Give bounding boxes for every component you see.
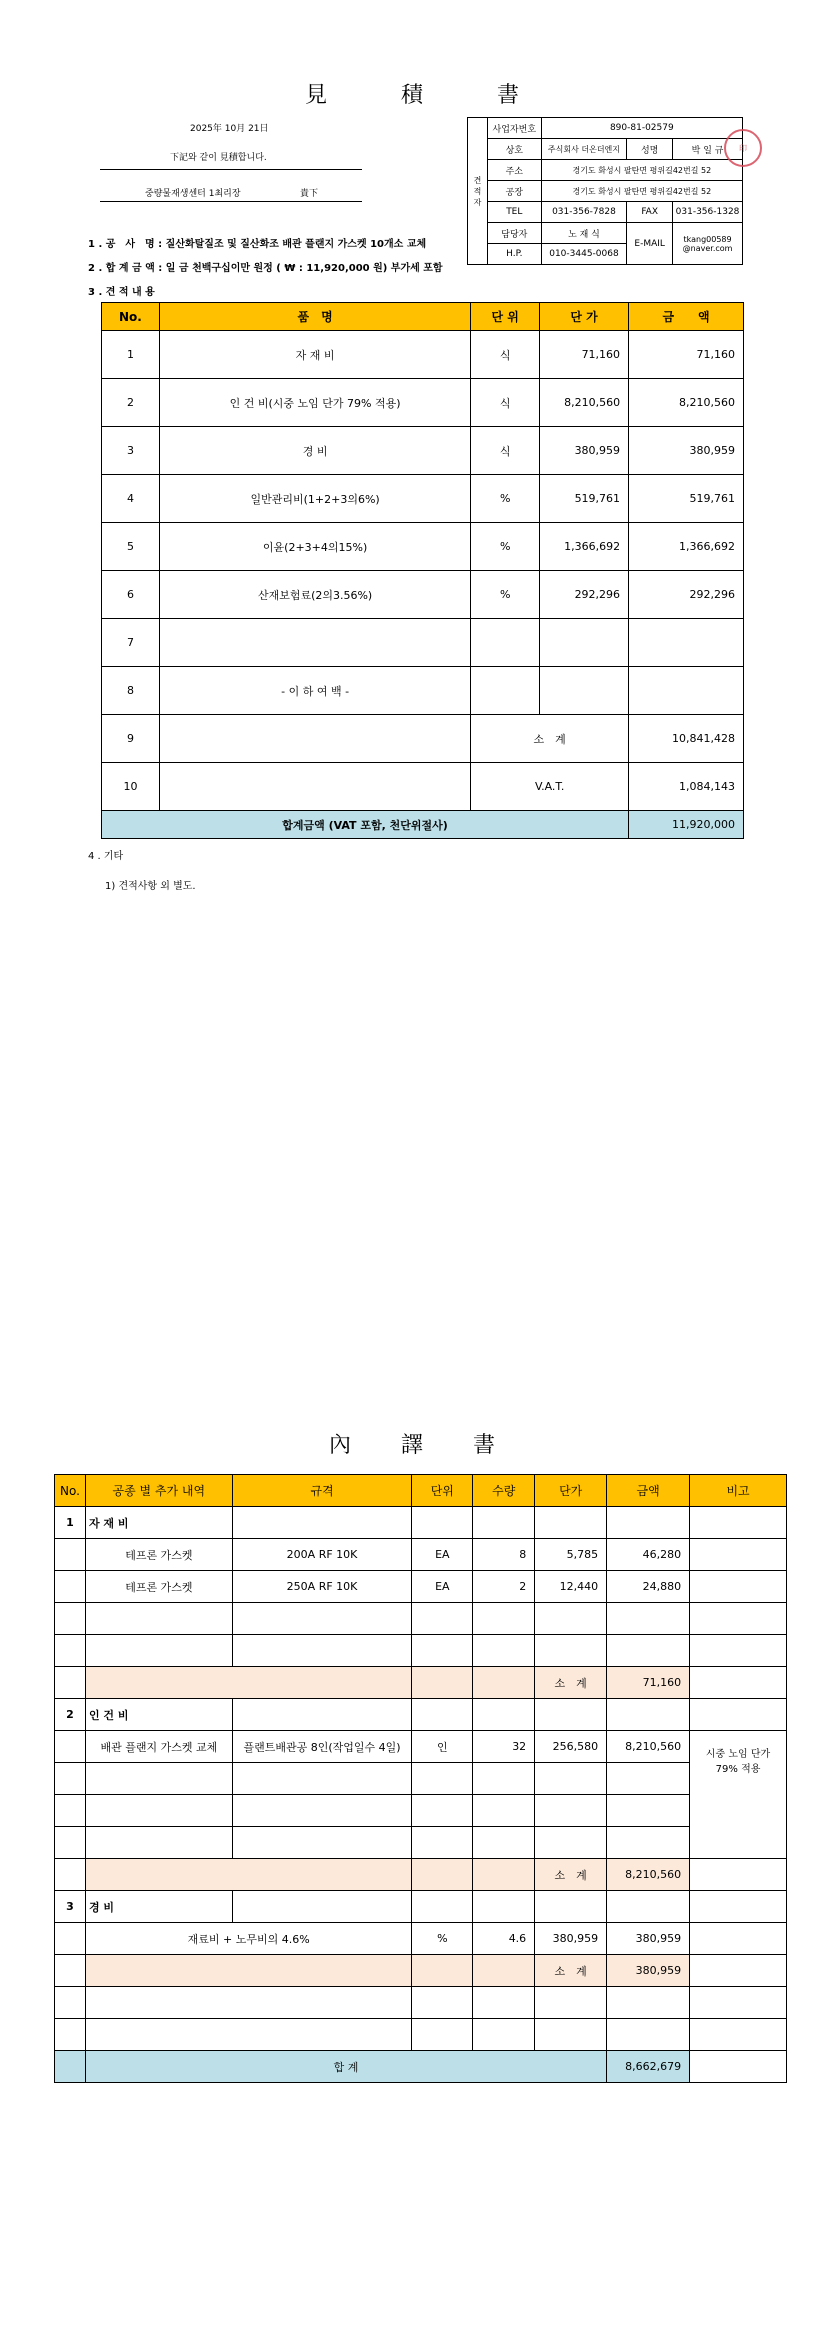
row-unit <box>471 619 540 667</box>
table-row <box>102 475 744 523</box>
supplier-side-label: 견 적 자 <box>468 118 488 265</box>
row-amount: 8,210,560 <box>629 379 744 427</box>
estimate-intro: 下記와 같이 見積합니다. <box>170 153 267 163</box>
row-unit: % <box>471 475 540 523</box>
estimate-date: 2025年 10月 21日 <box>190 124 269 134</box>
grand-total-amount: 11,920,000 <box>629 811 744 839</box>
section-title: 경 비 <box>85 1891 232 1923</box>
row-unit: EA <box>412 1539 473 1571</box>
row-spec: 플랜트배관공 8인(작업일수 4일) <box>232 1731 412 1763</box>
empty-row <box>55 1603 787 1635</box>
recipient-suffix: 貴下 <box>300 189 319 199</box>
row-price: 292,296 <box>540 571 629 619</box>
row-qty: 2 <box>473 1571 535 1603</box>
row-price <box>540 667 629 715</box>
table-row <box>55 1923 787 1955</box>
row-no: 3 <box>102 427 160 475</box>
factory-value: 경기도 화성시 팔탄면 평위길42번길 52 <box>541 181 742 202</box>
col-no: No. <box>102 303 160 331</box>
name-value: 박 일 규 <box>691 145 724 156</box>
total-value: 일 금 천백구십이만 원정 ( ₩ : 11,920,000 원) 부가세 포함 <box>165 263 443 274</box>
table-row <box>102 571 744 619</box>
addr-value: 경기도 화성시 팔탄면 평위길42번길 52 <box>541 160 742 181</box>
section-row <box>55 1507 787 1539</box>
row-name: 산재보험료(2의3.56%) <box>159 571 470 619</box>
row-price: 380,959 <box>540 427 629 475</box>
row-qty: 4.6 <box>473 1923 535 1955</box>
factory-label: 공장 <box>487 181 541 202</box>
row-price: 12,440 <box>535 1571 607 1603</box>
row-no: 7 <box>102 619 160 667</box>
row-amount: 380,959 <box>607 1923 690 1955</box>
subtotal-label: 소 계 <box>535 1667 607 1699</box>
section-no: 3 <box>55 1891 86 1923</box>
col-spec: 규격 <box>232 1475 412 1507</box>
row-no: 6 <box>102 571 160 619</box>
empty-row <box>55 1827 787 1859</box>
row-no: 9 <box>102 715 160 763</box>
row-amount <box>629 667 744 715</box>
vat-amount: 1,084,143 <box>629 763 744 811</box>
content-label: 3 . 견 적 내 용 <box>88 287 155 298</box>
table-row <box>102 619 744 667</box>
breakdown-title: 內 譯 書 <box>328 1433 497 1458</box>
row-amount: 519,761 <box>629 475 744 523</box>
estimate-title: 見 積 書 <box>304 83 521 108</box>
row-name: 경 비 <box>159 427 470 475</box>
col-price: 단가 <box>535 1475 607 1507</box>
row-name: 일반관리비(1+2+3의6%) <box>159 475 470 523</box>
section-title: 자 재 비 <box>85 1507 232 1539</box>
row-item: 재료비 + 노무비의 4.6% <box>85 1923 411 1955</box>
col-amount: 금 액 <box>629 303 744 331</box>
col-amount: 금액 <box>607 1475 690 1507</box>
row-unit: % <box>471 523 540 571</box>
grand-total-row <box>55 2051 787 2083</box>
company-seal-icon: 印 <box>724 129 762 167</box>
reg-label: 사업자번호 <box>487 118 541 139</box>
row-item: 테프론 가스켓 <box>85 1571 232 1603</box>
subtotal-label: 소 계 <box>471 715 629 763</box>
email-label: E-MAIL <box>627 223 673 265</box>
row-name: 이윤(2+3+4의15%) <box>159 523 470 571</box>
col-unit: 단위 <box>412 1475 473 1507</box>
row-amount: 24,880 <box>607 1571 690 1603</box>
subtotal-row <box>102 715 744 763</box>
name-label: 성명 <box>627 139 673 160</box>
empty-row <box>55 1763 787 1795</box>
project-label: 1 . 공 사 명 : <box>88 239 163 250</box>
manager-value: 노 재 식 <box>541 223 627 244</box>
row-item: 테프론 가스켓 <box>85 1539 232 1571</box>
row-spec: 250A RF 10K <box>232 1571 412 1603</box>
row-unit: % <box>412 1923 473 1955</box>
table-row <box>55 1571 787 1603</box>
divider <box>100 201 362 202</box>
row-item: 배관 플랜지 가스켓 교체 <box>85 1731 232 1763</box>
subtotal-label: 소 계 <box>535 1859 607 1891</box>
subtotal-row <box>55 1859 787 1891</box>
subtotal-row <box>55 1955 787 1987</box>
row-unit <box>471 667 540 715</box>
row-unit: % <box>471 571 540 619</box>
row-price <box>540 619 629 667</box>
col-unit: 단 위 <box>471 303 540 331</box>
row-price: 256,580 <box>535 1731 607 1763</box>
table-row <box>102 379 744 427</box>
row-amount: 1,366,692 <box>629 523 744 571</box>
subtotal-row <box>55 1667 787 1699</box>
row-amount: 292,296 <box>629 571 744 619</box>
row-no: 10 <box>102 763 160 811</box>
subtotal-amount: 10,841,428 <box>629 715 744 763</box>
name-cell <box>673 139 747 160</box>
row-name: 인 건 비(시중 노임 단가 79% 적용) <box>159 379 470 427</box>
row-unit: 인 <box>412 1731 473 1763</box>
vat-row <box>102 763 744 811</box>
divider <box>100 169 362 170</box>
grand-total-row <box>102 811 744 839</box>
row-no: 8 <box>102 667 160 715</box>
company-label: 상호 <box>487 139 541 160</box>
table-row <box>55 1731 787 1763</box>
reg-value: 890-81-02579 <box>541 118 742 139</box>
row-amount: 46,280 <box>607 1539 690 1571</box>
grand-total-label: 합계금액 (VAT 포함, 천단위절사) <box>102 811 629 839</box>
row-unit: 식 <box>471 331 540 379</box>
row-qty: 32 <box>473 1731 535 1763</box>
row-price: 71,160 <box>540 331 629 379</box>
total-label: 2 . 합 계 금 액 : <box>88 263 163 274</box>
grand-total-amount: 8,662,679 <box>607 2051 690 2083</box>
subtotal-amount: 71,160 <box>607 1667 690 1699</box>
table-row <box>102 523 744 571</box>
row-unit: 식 <box>471 427 540 475</box>
row-price: 8,210,560 <box>540 379 629 427</box>
row-name <box>159 619 470 667</box>
row-amount: 8,210,560 <box>607 1731 690 1763</box>
row-amount: 380,959 <box>629 427 744 475</box>
estimate-table <box>101 302 744 839</box>
col-no: No. <box>55 1475 86 1507</box>
tel-label: TEL <box>487 202 541 223</box>
fax-value: 031-356-1328 <box>673 202 743 223</box>
subtotal-amount: 8,210,560 <box>607 1859 690 1891</box>
section-no: 1 <box>55 1507 86 1539</box>
row-unit: EA <box>412 1571 473 1603</box>
row-price: 380,959 <box>535 1923 607 1955</box>
table-row <box>102 331 744 379</box>
supplier-table <box>467 117 747 265</box>
col-name: 품 명 <box>159 303 470 331</box>
other-label: 4 . 기타 <box>88 851 124 862</box>
table-row <box>55 1539 787 1571</box>
col-qty: 수량 <box>473 1475 535 1507</box>
grand-total-label: 합 계 <box>85 2051 606 2083</box>
row-amount: 71,160 <box>629 331 744 379</box>
row-qty: 8 <box>473 1539 535 1571</box>
col-note: 비고 <box>690 1475 787 1507</box>
note-text: 1) 견적사항 외 별도. <box>105 881 196 892</box>
col-item: 공종 별 추가 내역 <box>85 1475 232 1507</box>
email-value: tkang00589 @naver.com <box>673 223 743 265</box>
manager-label: 담당자 <box>487 223 541 244</box>
section-title: 인 건 비 <box>85 1699 232 1731</box>
row-spec: 200A RF 10K <box>232 1539 412 1571</box>
row-no: 4 <box>102 475 160 523</box>
row-no: 2 <box>102 379 160 427</box>
section-no: 2 <box>55 1699 86 1731</box>
row-no: 5 <box>102 523 160 571</box>
table-row <box>102 427 744 475</box>
empty-row <box>55 1987 787 2019</box>
subtotal-label: 소 계 <box>535 1955 607 1987</box>
subtotal-amount: 380,959 <box>607 1955 690 1987</box>
breakdown-table <box>54 1474 787 2083</box>
recipient: 중량물재생센터 1최리장 <box>145 189 241 199</box>
project-value: 질산화탈질조 및 질산화조 배관 플랜지 가스켓 10개소 교체 <box>165 239 427 250</box>
project-line <box>88 235 426 250</box>
hp-value: 010-3445-0068 <box>541 244 627 265</box>
total-line <box>88 259 443 274</box>
row-unit: 식 <box>471 379 540 427</box>
section-row <box>55 1891 787 1923</box>
company-value: 주식회사 더온더엔지 <box>541 139 627 160</box>
empty-row <box>55 2019 787 2051</box>
addr-label: 주소 <box>487 160 541 181</box>
section-row <box>55 1699 787 1731</box>
fax-label: FAX <box>627 202 673 223</box>
empty-row <box>55 1635 787 1667</box>
row-note: 시중 노임 단가 79% 적용 <box>690 1731 787 1859</box>
table-row <box>102 667 744 715</box>
row-name: 자 재 비 <box>159 331 470 379</box>
row-name: - 이 하 여 백 - <box>159 667 470 715</box>
hp-label: H.P. <box>487 244 541 265</box>
row-amount <box>629 619 744 667</box>
row-price: 5,785 <box>535 1539 607 1571</box>
row-price: 1,366,692 <box>540 523 629 571</box>
col-price: 단 가 <box>540 303 629 331</box>
vat-label: V.A.T. <box>471 763 629 811</box>
tel-value: 031-356-7828 <box>541 202 627 223</box>
row-no: 1 <box>102 331 160 379</box>
row-price: 519,761 <box>540 475 629 523</box>
empty-row <box>55 1795 787 1827</box>
